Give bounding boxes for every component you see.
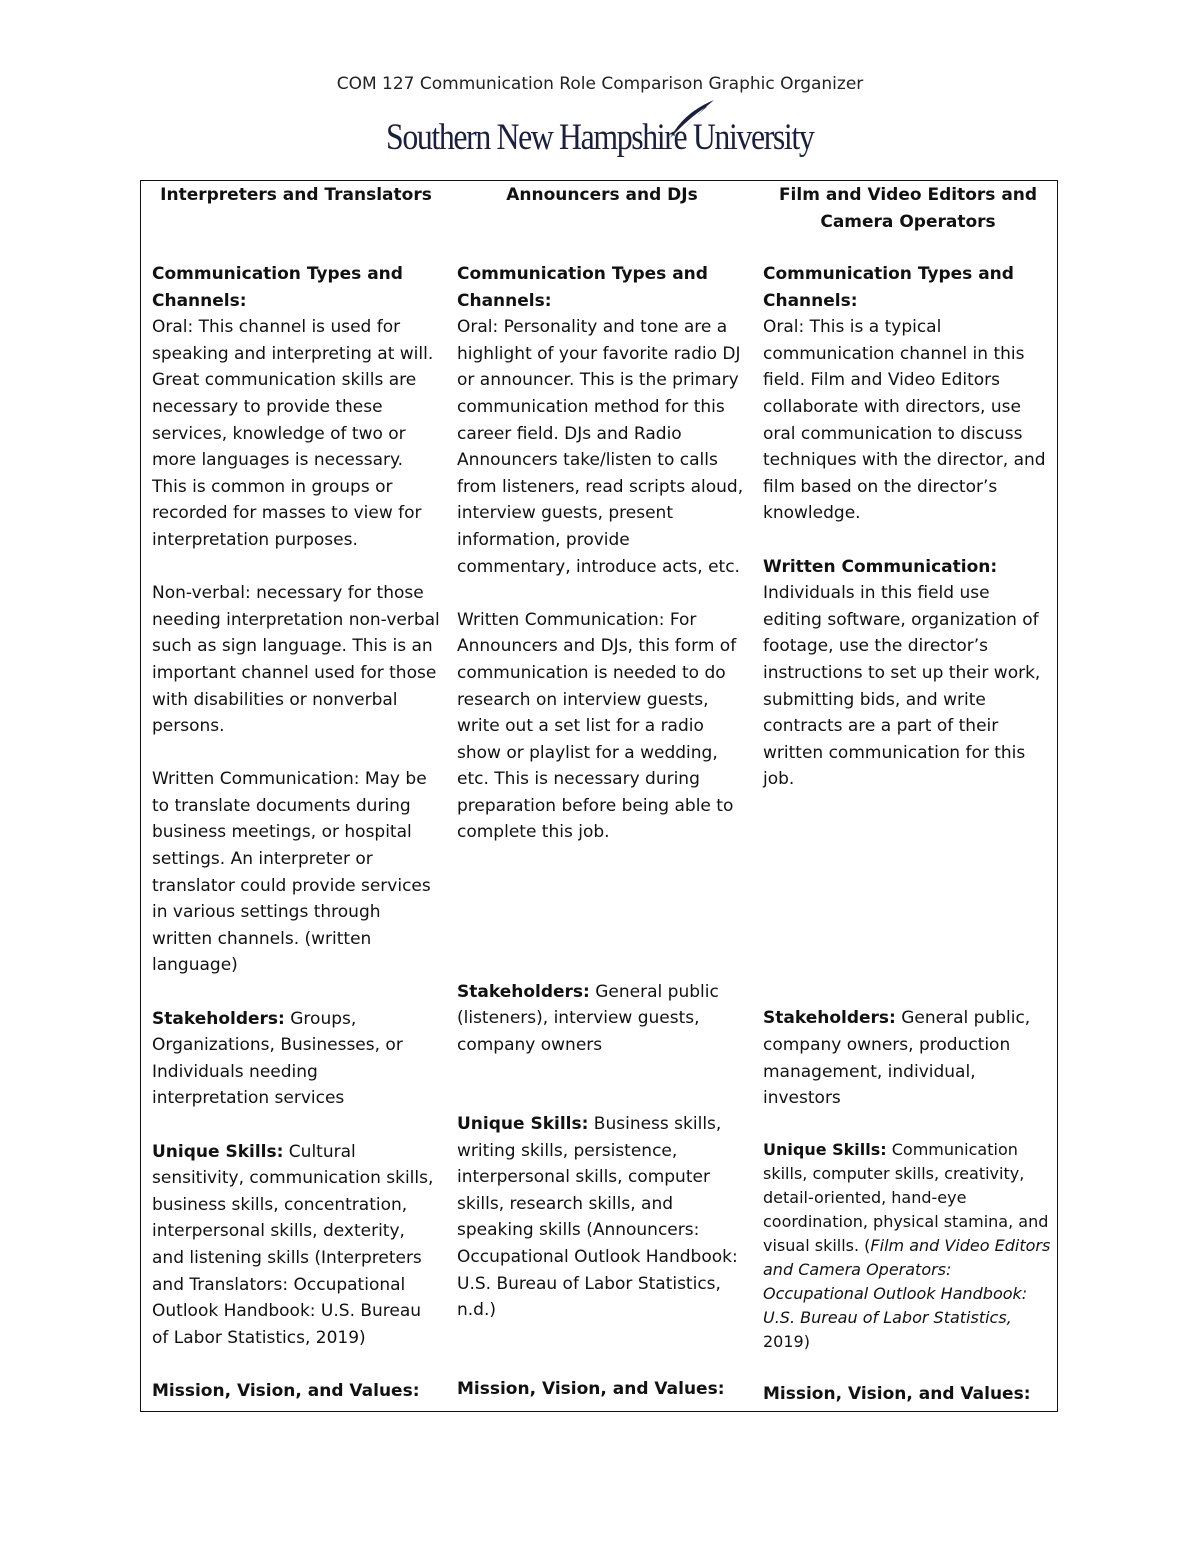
- column-heading: Film and Video Editors and Camera Operators: [778, 185, 1038, 232]
- mission-label: Mission, Vision, and Values:: [457, 1379, 725, 1400]
- column-heading: Interpreters and Translators: [160, 185, 432, 205]
- comm-types-label: Communication Types and Channels:: [457, 264, 708, 311]
- column-heading: Announcers and DJs: [506, 185, 698, 205]
- stakeholders-label: Stakeholders:: [763, 1008, 896, 1029]
- stakeholders-paragraph: [763, 1005, 1053, 1111]
- nonverbal-text: Non-verbal: necessary for those needing interpretation non-verbal such as sign language. This is an important channel used for those with disabilities or nonverbal persons.: [152, 583, 440, 737]
- stakeholders-text: General public (listeners), interview guests, company owners: [457, 981, 719, 1055]
- mission-label: Mission, Vision, and Values:: [763, 1384, 1031, 1405]
- skills-label: Unique Skills:: [763, 1140, 887, 1160]
- column-announcers: [457, 181, 747, 1403]
- skills-citation: Film and Video Editors and Camera Operators: Occupational Outlook Handbook: U.S. Bureau of Labor Statistics,: [763, 1236, 1051, 1328]
- skills-end: 2019): [763, 1332, 810, 1352]
- skills-text: Business skills, writing skills, persistence, interpersonal skills, computer skills, research skills, and speaking skills (Announcers: Occupational Outlook Handbook: U.S. Bureau of Labor Statistics, n.d.): [457, 1114, 738, 1321]
- skills-label: Unique Skills:: [457, 1114, 589, 1135]
- skills-label: Unique Skills:: [152, 1141, 284, 1162]
- written-text: Written Communication: For Announcers and DJs, this form of communication is needed to do research on interview guests, write out a set list for a radio show or playlist for a wedding, etc. This is necessary during preparation before being able to complete this job.: [457, 609, 737, 843]
- mission-label: Mission, Vision, and Values:: [152, 1380, 420, 1401]
- written-label: Written Communication:: [763, 556, 998, 577]
- stakeholders-text: General public, company owners, production management, individual, investors: [763, 1008, 1031, 1109]
- comm-types-label: Communication Types and Channels:: [152, 264, 403, 311]
- skills-text: Communication skills, computer skills, creativity, detail-oriented, hand-eye coordination, physical stamina, and visual skills. (: [763, 1140, 1049, 1256]
- oral-text: Oral: This channel is used for speaking and interpreting at will. Great communication skills are necessary to provide these services, knowledge of two or more languages is necessary. This is common in groups or recorded for masses to view for interpretation purposes.: [152, 317, 434, 550]
- oral-text: Oral: This is a typical communication channel in this field. Film and Video Editors collaborate with directors, use oral communication to discuss techniques with the director, and film based on the director’s knowledge.: [763, 317, 1046, 524]
- skills-paragraph: [152, 1139, 440, 1352]
- skills-paragraph: [763, 1138, 1053, 1354]
- column-film-editors: [763, 181, 1053, 1408]
- university-logo: [386, 98, 816, 164]
- stakeholders-paragraph: [152, 1006, 440, 1112]
- written-text: Written Communication: May be to translate documents during business meetings, or hospital settings. An interpreter or translator could provide services in various settings through written channels. (written language): [152, 769, 431, 976]
- stakeholders-paragraph: [457, 979, 747, 1059]
- logo-wordmark: Southern New Hampshire University: [386, 117, 814, 158]
- oral-text: Oral: Personality and tone are a highlight of your favorite radio DJ or announcer. This is the primary communication method for this career field. DJs and Radio Announcers take/listen to calls from listeners, read scripts aloud, interview guests, present information, provide commentary, introduce acts, etc.: [457, 317, 744, 577]
- stakeholders-text: Groups, Organizations, Businesses, or Individuals needing interpretation services: [152, 1008, 403, 1109]
- stakeholders-label: Stakeholders:: [152, 1008, 285, 1029]
- comm-types-label: Communication Types and Channels:: [763, 264, 1014, 311]
- skills-text: Cultural sensitivity, communication skills, business skills, concentration, interpersonal skills, dexterity, and listening skills (Interpreters and Translators: Occupational Outlook Handbook: U.S. Bureau of Labor Statistics, 2019): [152, 1141, 434, 1348]
- stakeholders-label: Stakeholders:: [457, 981, 590, 1002]
- written-text: Individuals in this field use editing software, organization of footage, use the director’s instructions to set up their work, submitting bids, and write contracts are a part of their written communication for this job.: [763, 583, 1041, 790]
- document-title: COM 127 Communication Role Comparison Graphic Organizer: [336, 74, 864, 94]
- column-interpreters: [152, 181, 440, 1405]
- comparison-table: [140, 180, 1058, 1412]
- skills-paragraph: [457, 1111, 747, 1324]
